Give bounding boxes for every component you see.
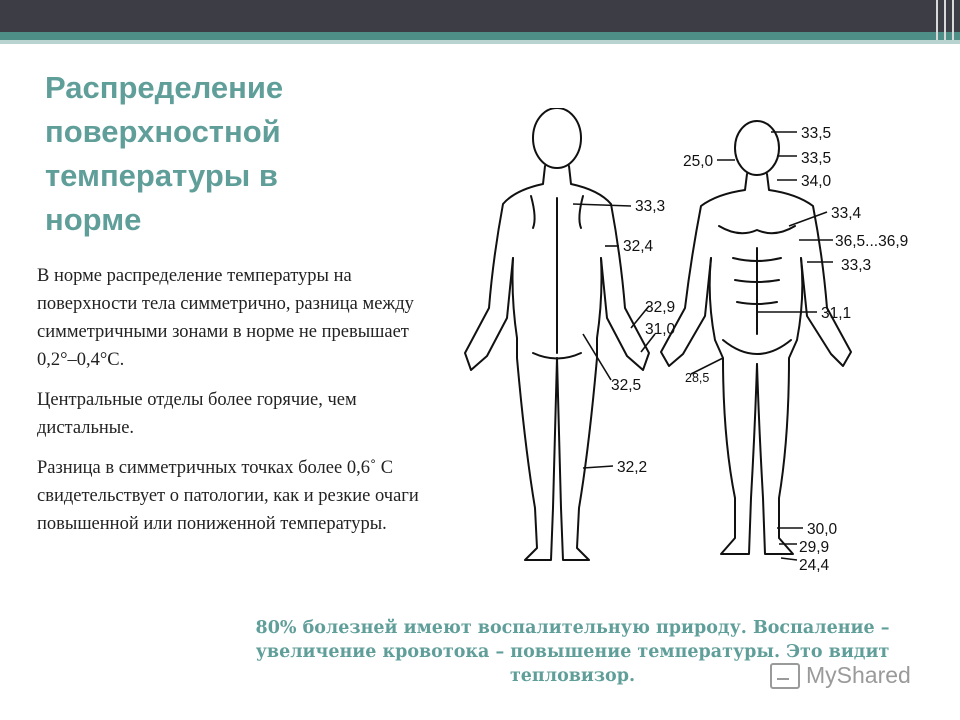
slide-title: Распределение поверхностной температуры в норме (45, 70, 284, 237)
back-view-figure (465, 108, 649, 560)
back-label-wrist: 31,0 (645, 321, 676, 338)
front-label-foot: 29,9 (799, 539, 830, 556)
back-label-calf: 32,2 (617, 459, 648, 476)
body-temperature-diagram (455, 108, 925, 588)
front-label-armpit: 36,5...36,9 (835, 233, 909, 250)
paragraph-symmetry: В норме распределение температуры на поверхности тела симметрично, разница между симметричными зонами в норме не превышает 0,2°–0,4°С. (37, 266, 414, 370)
front-label-cheek: 33,5 (801, 150, 832, 167)
back-label-lower-back: 32,4 (623, 238, 654, 255)
front-label-neck: 34,0 (801, 173, 832, 190)
front-label-ankle: 30,0 (807, 521, 838, 538)
back-label-forearm: 32,9 (645, 299, 676, 316)
front-label-hand: 28,5 (685, 371, 710, 385)
corner-decoration (930, 0, 960, 40)
back-label-buttock: 32,5 (611, 377, 642, 394)
front-label-forehead: 33,5 (801, 125, 832, 142)
front-label-abdomen: 31,1 (821, 305, 852, 322)
body-text (37, 262, 447, 550)
watermark-text: MyShared (806, 662, 911, 688)
slide-accent-stripe (0, 32, 960, 40)
back-label-shoulder: 33,3 (635, 198, 666, 215)
watermark (770, 662, 911, 689)
front-label-nose: 25,0 (683, 153, 714, 170)
front-label-toes: 24,4 (799, 557, 830, 574)
slide-top-bar (0, 0, 960, 32)
front-label-forearm: 33,3 (841, 257, 872, 274)
paragraph-central: Центральные отделы более горячие, чем дистальные. (37, 390, 357, 438)
presentation-icon (770, 663, 800, 689)
slide-accent-stripe-light (0, 40, 960, 44)
footer-note: 80% болезней имеют воспалительную природу. Воспаление – увеличение кровотока – повышение температуры. Это видит тепловизор. (255, 618, 890, 686)
front-label-chest: 33,4 (831, 205, 862, 222)
paragraph-pathology: Разница в симметричных точках более 0,6˚ С свидетельствует о патологии, как и резкие очаги повышенной или пониженной температуры. (37, 458, 419, 534)
